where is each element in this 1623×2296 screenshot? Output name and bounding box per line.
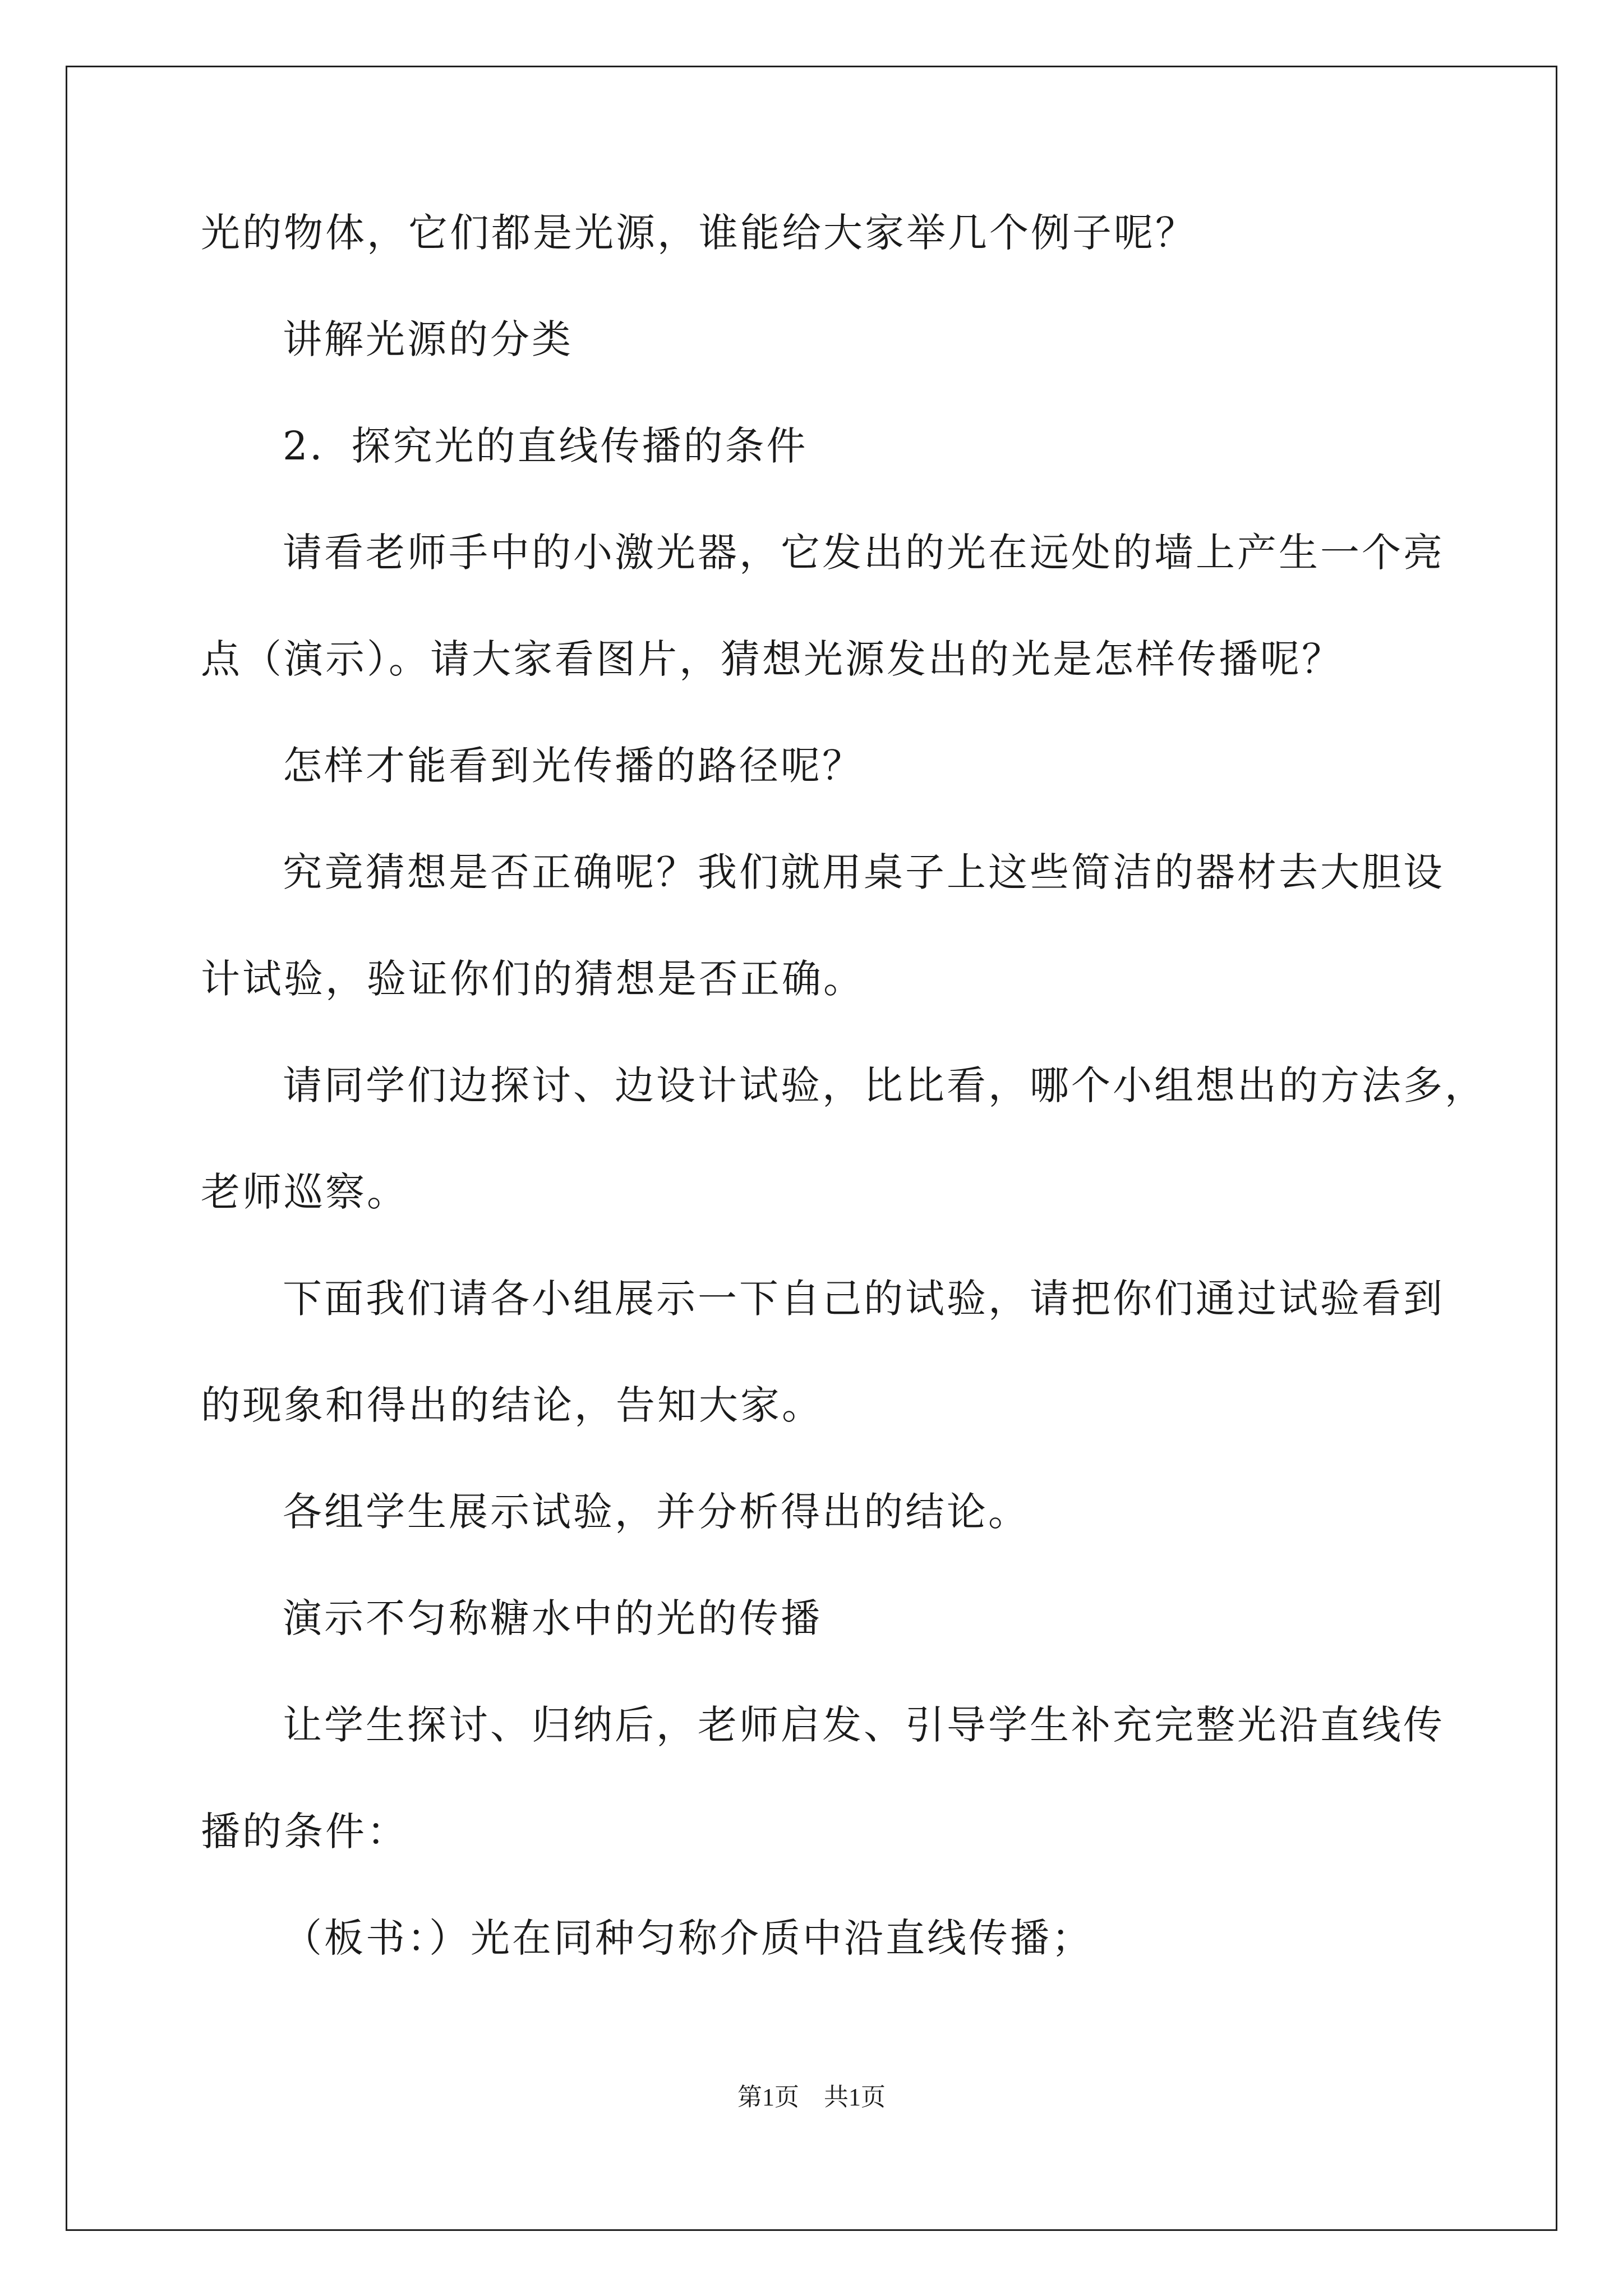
text-line: 演示不匀称糖水中的光的传播 [283, 1595, 822, 1641]
text-line: 的现象和得出的结论，告知大家。 [201, 1382, 823, 1428]
text-line: 请同学们边探讨、边设计试验，比比看，哪个小组想出的方法多， [283, 1062, 1486, 1108]
text-line: 播的条件： [201, 1809, 408, 1855]
text-line: 点（演示）。请大家看图片，猜想光源发出的光是怎样传播呢？ [201, 636, 1343, 682]
text-line: 让学生探讨、归纳后，老师启发、引导学生补充完整光沿直线传 [283, 1702, 1445, 1748]
text-line: 究竟猜想是否正确呢？我们就用桌子上这些简洁的器材去大胆设 [283, 849, 1445, 895]
text-line: 讲解光源的分类 [283, 316, 573, 362]
page-total: 共1页 [824, 2083, 886, 2111]
page-footer [0, 2085, 1623, 2110]
text-line: 各组学生展示试验，并分析得出的结论。 [283, 1489, 1030, 1535]
text-line: 下面我们请各小组展示一下自己的试验，请把你们通过试验看到 [283, 1276, 1445, 1322]
text-line: 请看老师手中的小激光器，它发出的光在远处的墙上产生一个亮 [283, 530, 1445, 576]
text-line: 光的物体，它们都是光源，谁能给大家举几个例子呢？ [201, 210, 1197, 256]
text-line: 怎样才能看到光传播的路径呢？ [283, 743, 864, 789]
page-frame [66, 66, 1557, 2231]
text-line: （板书：）光在同种匀称介质中沿直线传播； [283, 1915, 1093, 1961]
page-number: 第1页 [737, 2083, 799, 2111]
text-line: 计试验，验证你们的猜想是否正确。 [201, 956, 865, 1002]
text-line: 2．探究光的直线传播的条件 [283, 423, 808, 469]
text-line: 老师巡察。 [201, 1169, 408, 1215]
